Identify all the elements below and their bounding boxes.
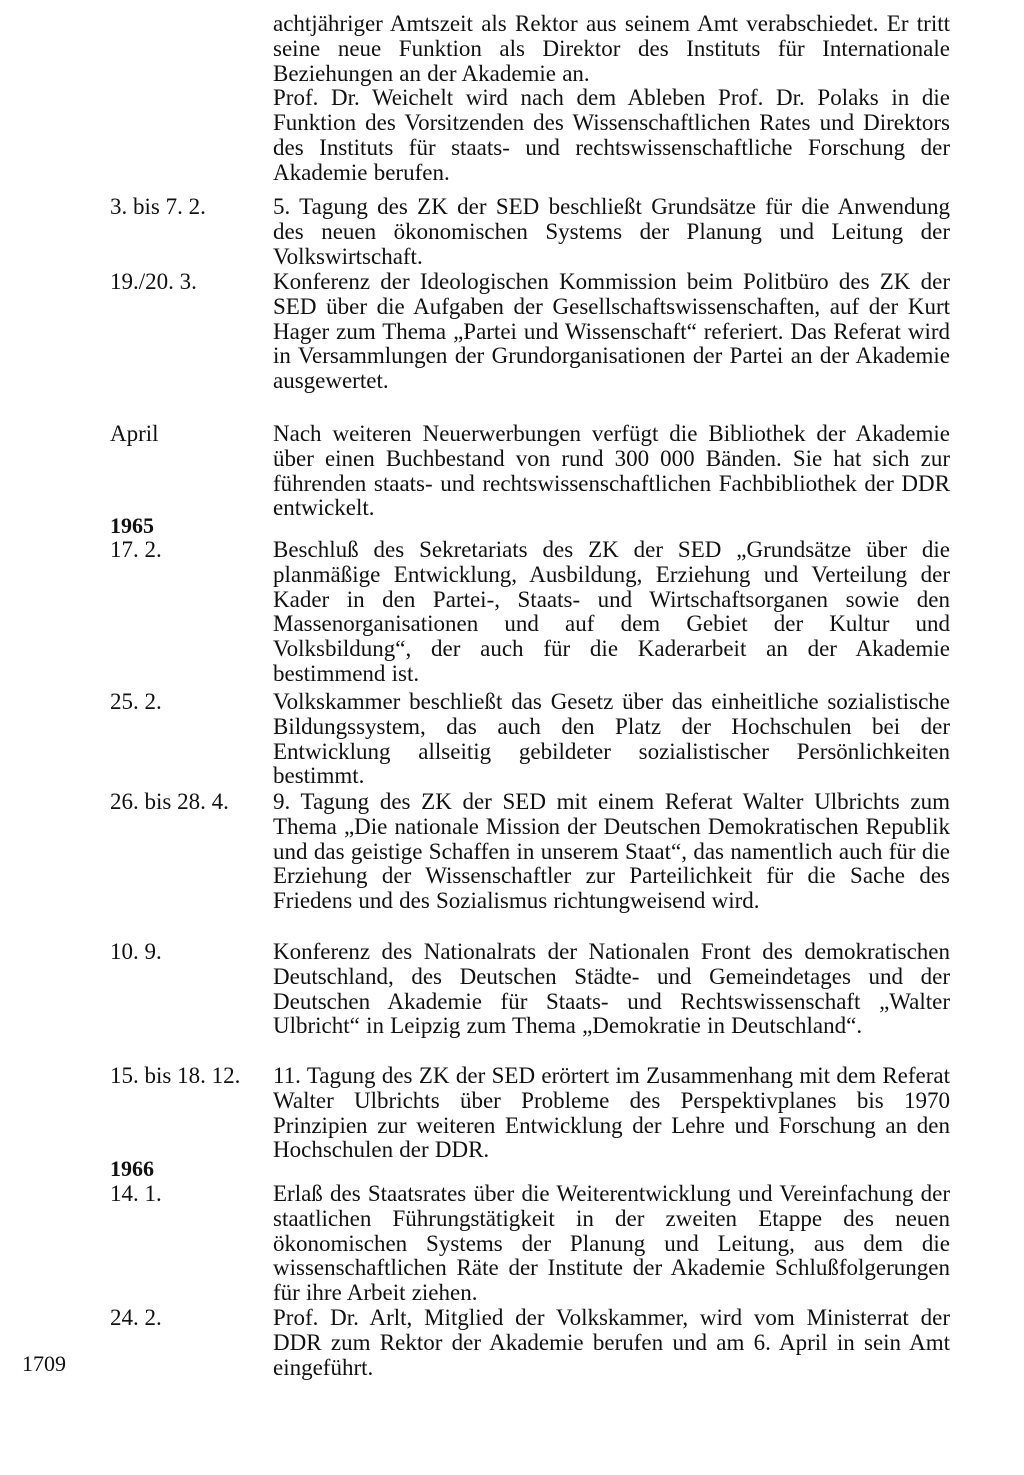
entry-text: Prof. Dr. Arlt, Mitglied der Volkskammer, wird vom Ministerrat der DDR zum Rektor der Akademie berufen und am 6. April in sein Amt eingeführt. [273, 1305, 950, 1380]
entry-date: 25. 2. [110, 689, 162, 714]
entry-date: 15. bis 18. 12. [110, 1063, 241, 1088]
entry-date: 14. 1. [110, 1181, 162, 1206]
intro-paragraph: achtjähriger Amtszeit als Rektor aus seinem Amt verabschiedet. Er tritt seine neue Funktion als Direktor des Instituts für Internationale Beziehungen an der Akademie an. [273, 11, 950, 86]
year-label: 1965 [110, 513, 154, 538]
intro-text [273, 12, 950, 186]
entry-text: Volkskammer beschließt das Gesetz über das einheitliche sozialistische Bildungssystem, das auch den Platz der Hochschulen bei der Entwicklung allseitig gebildeter sozialistischer Persönlichkeiten bestimmt. [273, 689, 950, 789]
intro-paragraph: Prof. Dr. Weichelt wird nach dem Ableben Prof. Dr. Polaks in die Funktion des Vorsitzenden des Wissenschaftlichen Rates und Direktors des Instituts für staats- und rechtswissenschaftliche Forschung der Akademie berufen. [273, 85, 950, 185]
page-number: 1709 [22, 1351, 66, 1376]
entry-date: 17. 2. [110, 537, 162, 562]
entry-text: Konferenz der Ideologischen Kommission beim Politbüro des ZK der SED über die Aufgaben der Gesellschaftswissenschaften, auf der Kurt Hager zum Thema „Partei und Wissenschaft“ referiert. Das Referat wird in Versammlungen der Grundorganisationen der Partei an der Akademie ausgewertet. [273, 269, 950, 394]
entry-date: 10. 9. [110, 939, 162, 964]
entry-text: Erlaß des Staatsrates über die Weiterentwicklung und Vereinfachung der staatlichen Führungstätigkeit in der zweiten Etappe des neuen ökonomischen Systems der Planung und Leitung, aus dem die wissenschaftlichen Räte der Institute der Akademie Schlußfolgerungen für ihre Arbeit ziehen. [273, 1181, 950, 1306]
entry-text: 11. Tagung des ZK der SED erörtert im Zusammenhang mit dem Referat Walter Ulbrichts über Probleme des Perspektivplanes bis 1970 Prinzipien zur weiteren Entwicklung der Lehre und Forschung an den Hochschulen der DDR. [273, 1063, 950, 1163]
year-label: 1966 [110, 1156, 154, 1181]
entry-date: April [110, 421, 159, 446]
entry-text: Nach weiteren Neuerwerbungen verfügt die Bibliothek der Akademie über einen Buchbestand von rund 300 000 Bänden. Sie hat sich zur führenden staats- und rechtswissenschaftlichen Fachbibliothek der DDR entwickelt. [273, 421, 950, 521]
entry-date: 26. bis 28. 4. [110, 789, 229, 814]
entry-text: Beschluß des Sekretariats des ZK der SED „Grundsätze über die planmäßige Entwicklung, Ausbildung, Erziehung und Verteilung der Kader in den Partei-, Staats- und Wirtschaftsorganen sowie den Massenorganisationen und auf dem Gebiet der Kultur und Volksbildung“, der auch für die Kaderarbeit an der Akademie bestimmend ist. [273, 537, 950, 686]
entry-text: 9. Tagung des ZK der SED mit einem Referat Walter Ulbrichts zum Thema „Die nationale Mission der Deutschen Demokratischen Republik und das geistige Schaffen in unserem Staat“, das namentlich auch für die Erziehung der Wissenschaftler zur Parteilichkeit für die Sache des Friedens und des Sozialismus richtungweisend wird. [273, 789, 950, 914]
entry-date: 3. bis 7. 2. [110, 194, 206, 219]
entry-text: Konferenz des Nationalrats der Nationalen Front des demokratischen Deutschland, des Deutschen Städte- und Gemeindetages und der Deutschen Akademie für Staats- und Rechtswissenschaft „Walter Ulbricht“ in Leipzig zum Thema „Demokratie in Deutschland“. [273, 939, 950, 1039]
entry-date: 19./20. 3. [110, 269, 197, 294]
entry-text: 5. Tagung des ZK der SED beschließt Grundsätze für die Anwendung des neuen ökonomischen Systems der Planung und Leitung der Volkswirtschaft. [273, 194, 950, 269]
entry-date: 24. 2. [110, 1305, 162, 1330]
